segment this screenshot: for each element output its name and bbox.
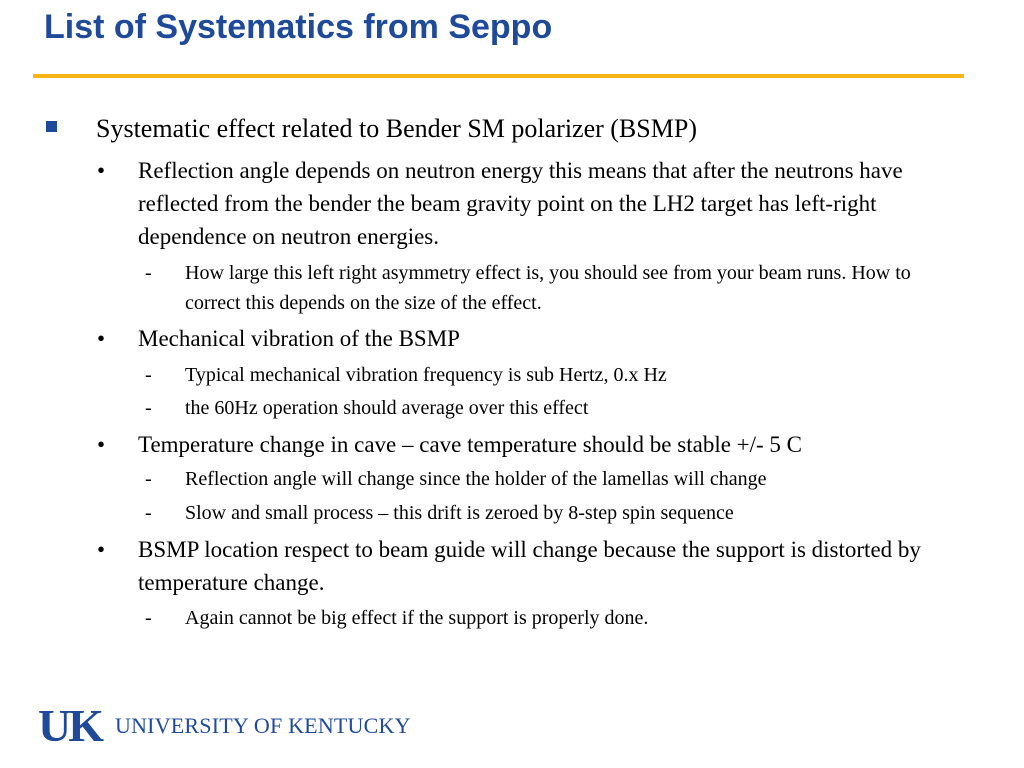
- dot-bullet-icon: •: [97, 158, 106, 183]
- sub-bullet-item: the 60Hz operation should average over this effect: [185, 397, 589, 419]
- dash-bullet-icon: -: [145, 397, 152, 419]
- university-logo: [38, 702, 411, 750]
- uk-logo-mark: UK: [38, 700, 101, 751]
- dot-bullet-icon: •: [97, 432, 106, 457]
- dash-bullet-icon: -: [145, 607, 152, 629]
- square-bullet-icon: [46, 121, 57, 132]
- bullet-item: Mechanical vibration of the BSMP: [138, 326, 460, 351]
- main-bullet: Systematic effect related to Bender SM polarizer (BSMP): [96, 114, 697, 143]
- sub-bullet-item: Slow and small process – this drift is zeroed by 8-step spin sequence: [185, 502, 734, 524]
- bullet-item: Temperature change in cave – cave temperature should be stable +/- 5 C: [138, 432, 803, 457]
- dot-bullet-icon: •: [97, 537, 106, 562]
- sub-bullet-item: Reflection angle will change since the holder of the lamellas will change: [185, 468, 767, 490]
- sub-bullet-item: Again cannot be big effect if the support is properly done.: [185, 607, 649, 629]
- dot-bullet-icon: •: [97, 326, 106, 351]
- sub-bullet-item: How large this left right asymmetry effect is, you should see from your beam runs. How to correct this depends on the size of the effect.: [185, 262, 911, 314]
- dash-bullet-icon: -: [145, 364, 152, 386]
- dash-bullet-icon: -: [145, 262, 152, 284]
- sub-bullet-item: Typical mechanical vibration frequency is sub Hertz, 0.x Hz: [185, 364, 667, 386]
- bullet-item: BSMP location respect to beam guide will change because the support is distorted by temperature change.: [138, 537, 921, 595]
- bullet-item: Reflection angle depends on neutron energy this means that after the neutrons have reflected from the bender the beam gravity point on the LH2 target has left-right dependence on neutron energies.: [138, 158, 903, 249]
- dash-bullet-icon: -: [145, 468, 152, 490]
- slide-title: List of Systematics from Seppo: [44, 8, 553, 46]
- title-divider: [33, 74, 964, 78]
- dash-bullet-icon: -: [145, 502, 152, 524]
- university-name: UNIVERSITY OF KENTUCKY: [115, 713, 411, 738]
